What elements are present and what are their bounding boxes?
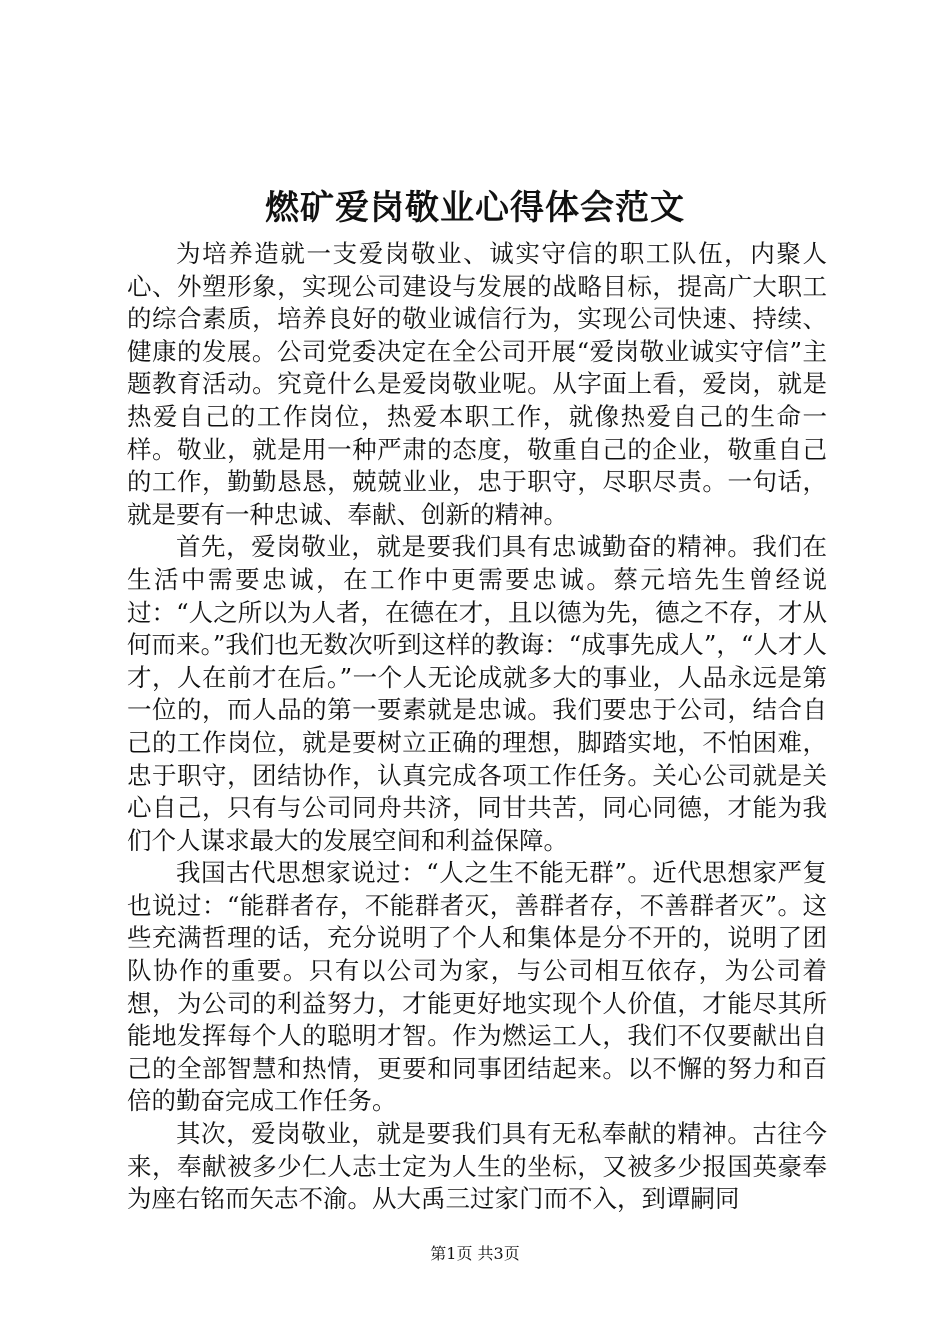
- paragraph-2: 首先，爱岗敬业，就是要我们具有忠诚勤奋的精神。我们在生活中需要忠诚，在工作中更需要忠诚。蔡元培先生曾经说过：“人之所以为人者，在德在才，且以德为先，德之不存，才从何而来。”我们也无数次听到这样的教诲：“成事先成人”，“人才人才，人在前才在后。”一个人无论成就多大的事业，人品永远是第一位的，而人品的第一要素就是忠诚。我们要忠于公司，结合自己的工作岗位，就是要树立正确的理想，脚踏实地，不怕困难，忠于职守，团结协作，认真完成各项工作任务。关心公司就是关心自己，只有与公司同舟共济，同甘共苦，同心同德，才能为我们个人谋求最大的发展空间和利益保障。: [127, 532, 827, 855]
- paragraph-1: 为培养造就一支爱岗敬业、诚实守信的职工队伍，内聚人心、外塑形象，实现公司建设与发展的战略目标，提高广大职工的综合素质，培养良好的敬业诚信行为，实现公司快速、持续、健康的发展。公司党委决定在全公司开展“爱岗敬业诚实守信”主题教育活动。究竟什么是爱岗敬业呢。从字面上看，爱岗，就是热爱自己的工作岗位，热爱本职工作，就像热爱自己的生命一样。敬业，就是用一种严肃的态度，敬重自己的企业，敬重自己的工作，勤勤恳恳，兢兢业业，忠于职守，尽职尽责。一句话，就是要有一种忠诚、奉献、创新的精神。: [127, 239, 827, 529]
- document-title: 燃矿爱岗敬业心得体会范文: [265, 188, 685, 228]
- document-body: [127, 238, 827, 1216]
- page-footer: 第1页 共3页: [430, 1244, 520, 1263]
- paragraph-3: 我国古代思想家说过：“人之生不能无群”。近代思想家严复也说过：“能群者存，不能群者灭，善群者存，不善群者灭”。这些充满哲理的话，充分说明了个人和集体是分不开的，说明了团队协作的重要。只有以公司为家，与公司相互依存，为公司着想，为公司的利益努力，才能更好地实现个人价值，才能尽其所能地发挥每个人的聪明才智。作为燃运工人，我们不仅要献出自己的全部智慧和热情，更要和同事团结起来。以不懈的努力和百倍的勤奋完成工作任务。: [127, 858, 827, 1116]
- paragraph-4: 其次，爱岗敬业，就是要我们具有无私奉献的精神。古往今来，奉献被多少仁人志士定为人生的坐标，又被多少报国英豪奉为座右铭而矢志不渝。从大禹三过家门而不入，到谭嗣同: [127, 1119, 827, 1214]
